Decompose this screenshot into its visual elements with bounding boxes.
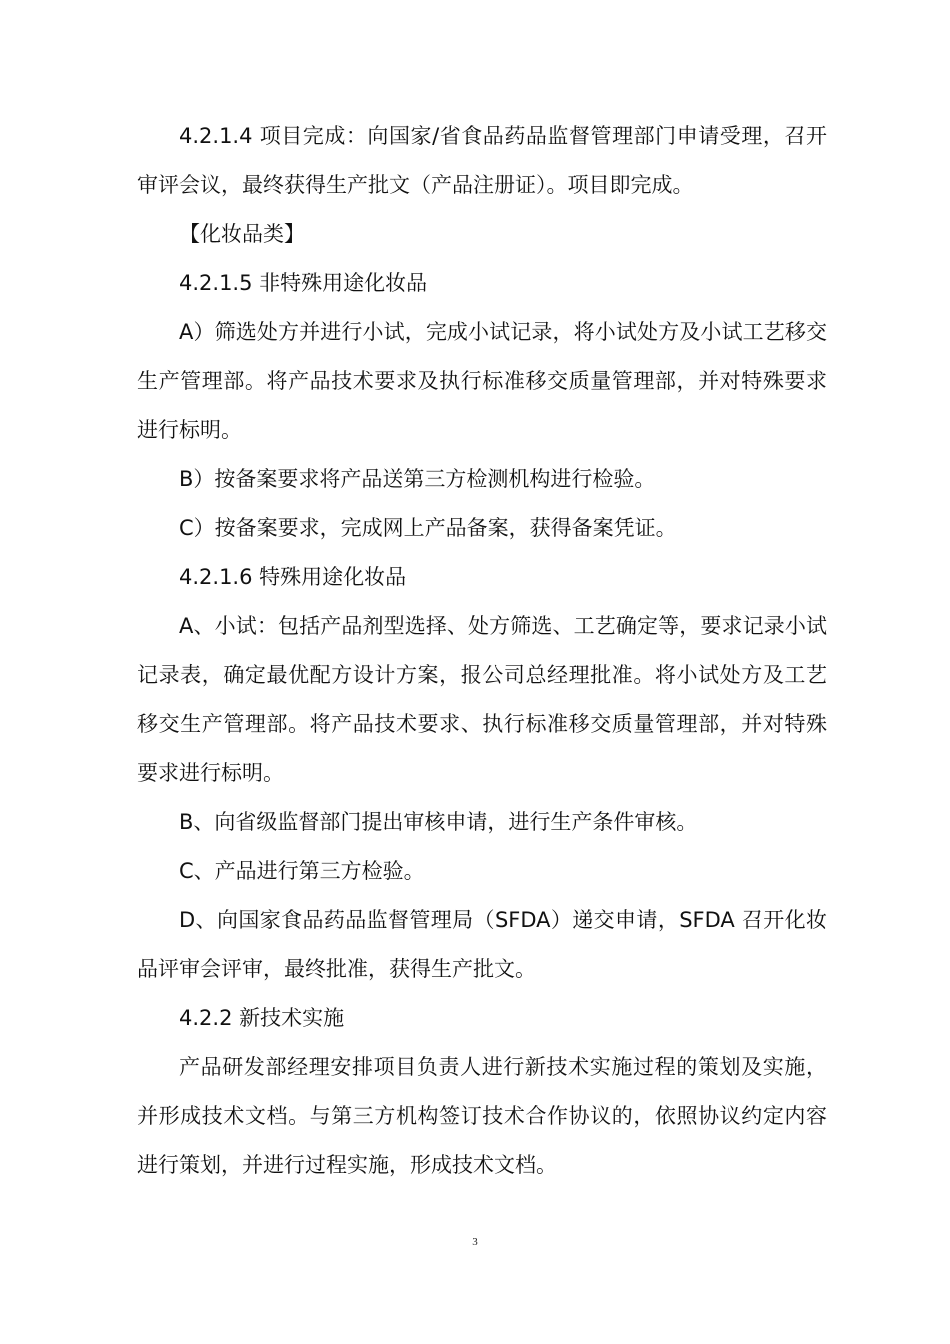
section-4-2-2-heading: 4.2.2 新技术实施: [179, 1006, 345, 1030]
section-4-2-1-5-heading: 4.2.1.5 非特殊用途化妆品: [179, 271, 428, 295]
section-cosmetics-heading: 【化妆品类】: [179, 222, 305, 246]
section-4-2-1-6-heading: 4.2.1.6 特殊用途化妆品: [179, 565, 407, 589]
paragraph-4-2-1-5-b: B）按备案要求将产品送第三方检测机构进行检验。: [179, 467, 656, 491]
paragraph-4-2-1-6-a: A、小试：包括产品剂型选择、处方筛选、工艺确定等，要求记录小试记录表，确定最优配方设计方案，报公司总经理批准。将小试处方及工艺移交生产管理部。将产品技术要求、执行标准移交质量管理部，并对特殊要求进行标明。: [137, 614, 827, 785]
paragraph-4-2-1-6-c: C、产品进行第三方检验。: [179, 859, 425, 883]
paragraph-4-2-1-6-b: B、向省级监督部门提出审核申请，进行生产条件审核。: [179, 810, 698, 834]
paragraph-project-completion: 4.2.1.4 项目完成：向国家/省食品药品监督管理部门申请受理，召开审评会议，最终获得生产批文（产品注册证）。项目即完成。: [137, 124, 827, 197]
page-number: 3: [472, 1236, 478, 1248]
paragraph-4-2-1-5-a: A）筛选处方并进行小试，完成小试记录，将小试处方及小试工艺移交生产管理部。将产品技术要求及执行标准移交质量管理部，并对特殊要求进行标明。: [137, 320, 827, 442]
paragraph-4-2-1-6-d: D、向国家食品药品监督管理局（SFDA）递交申请，SFDA 召开化妆品评审会评审，最终批准，获得生产批文。: [137, 908, 827, 981]
paragraph-4-2-1-5-c: C）按备案要求，完成网上产品备案，获得备案凭证。: [179, 516, 677, 540]
paragraph-4-2-2-body: 产品研发部经理安排项目负责人进行新技术实施过程的策划及实施，并形成技术文档。与第三方机构签订技术合作协议的，依照协议约定内容进行策划，并进行过程实施，形成技术文档。: [137, 1055, 827, 1177]
document-body: [137, 112, 827, 1190]
